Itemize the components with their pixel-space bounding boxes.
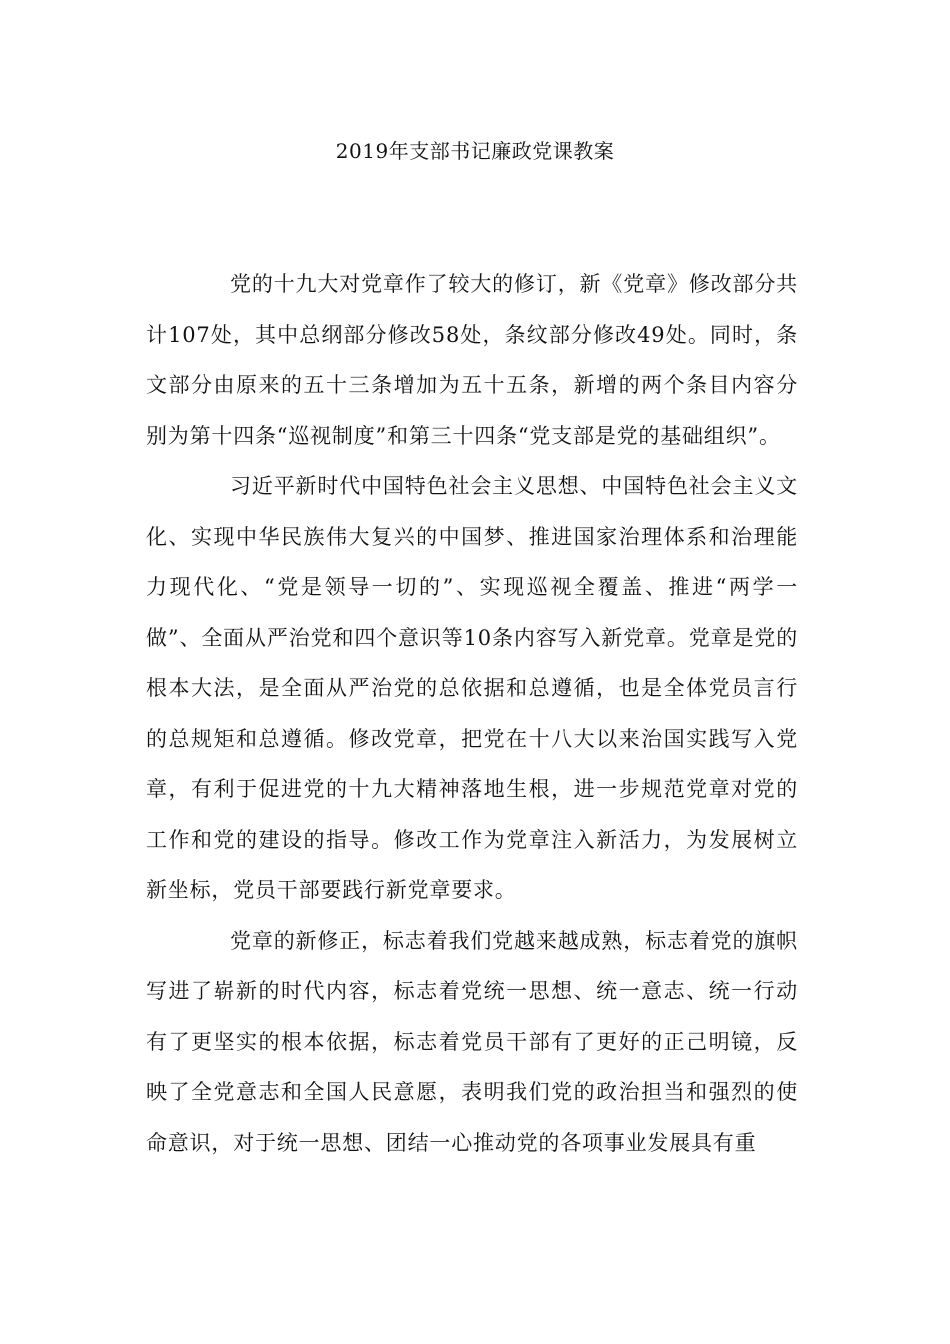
document-title: 2019年支部书记廉政党课教案 xyxy=(335,139,615,163)
paragraph-2: 习近平新时代中国特色社会主义思想、中国特色社会主义文化、实现中华民族伟大复兴的中国梦、推进国家治理体系和治理能力现代化、“党是领导一切的”、实现巡视全覆盖、推进“两学一做”、全面从严治党和四个意识等10条内容写入新党章。党章是党的根本大法，是全面从严治党的总依据和总遵循，也是全体党员言行的总规矩和总遵循。修改党章，把党在十八大以来治国实践写入党章，有利于促进党的十九大精神落地生根，进一步规范党章对党的工作和党的建设的指导。修改工作为党章注入新活力，为发展树立新坐标，党员干部要践行新党章要求。 xyxy=(146,474,798,902)
paragraph-1: 党的十九大对党章作了较大的修订，新《党章》修改部分共计107处，其中总纲部分修改58处，条纹部分修改49处。同时，条文部分由原来的五十三条增加为五十五条，新增的两个条目内容分别为第十四条“巡视制度”和第三十四条“党支部是党的基础组织”。 xyxy=(146,272,798,448)
document-body xyxy=(146,259,798,1168)
paragraph-3: 党章的新修正，标志着我们党越来越成熟，标志着党的旗帜写进了崭新的时代内容，标志着党统一思想、统一意志、统一行动有了更坚实的根本依据，标志着党员干部有了更好的正己明镜，反映了全党意志和全国人民意愿，表明我们党的政治担当和强烈的使命意识，对于统一思想、团结一心推动党的各项事业发展具有重 xyxy=(146,928,798,1155)
